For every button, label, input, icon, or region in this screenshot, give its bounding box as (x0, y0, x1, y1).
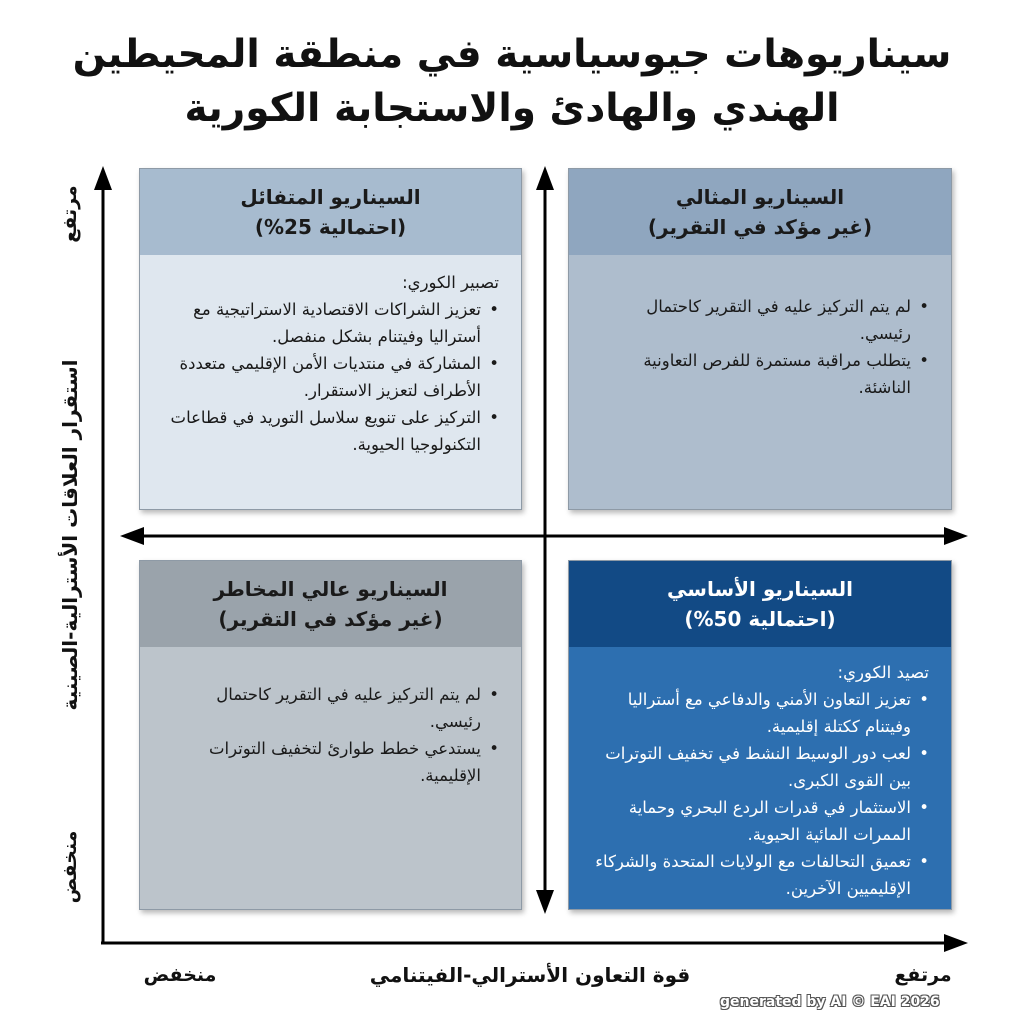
bullet-item: • لم يتم التركيز عليه في التقرير كاحتمال رئيسي. (162, 681, 499, 735)
quadrant-header (140, 561, 521, 647)
bullet-item: • يتطلب مراقبة مستمرة للفرص التعاونية الناشئة. (591, 347, 929, 401)
quadrant-subtitle: (احتمالية 50%) (684, 607, 836, 631)
bullet-item: • تعزيز التعاون الأمني والدفاعي مع أستراليا وفيتنام ككتلة إقليمية. (591, 686, 929, 740)
bullet-list (591, 686, 929, 902)
bullet-item: • يستدعي خطط طوارئ لتخفيف التوترات الإقليمية. (162, 735, 499, 789)
center-vertical-arrow-bottom (536, 890, 554, 914)
watermark: generated by AI © EAI 2026 (720, 994, 940, 1010)
quadrant-baseline (568, 560, 952, 910)
quadrant-high-risk (139, 560, 522, 910)
bullet-item: • الاستثمار في قدرات الردع البحري وحماية الممرات المائية الحيوية. (591, 794, 929, 848)
title-line-1: سيناريوهات جيوسياسية في منطقة المحيطين (72, 32, 952, 77)
x-axis-low-label: منخفض (143, 964, 217, 986)
quadrant-title: السيناريو الأساسي (667, 577, 853, 601)
quadrant-optimistic (139, 168, 522, 510)
center-vertical-arrow-top (536, 166, 554, 190)
center-horizontal-arrow-right (944, 527, 968, 545)
y-axis-title: استقرار العلاقات الأسترالية-الصينية (58, 359, 82, 711)
bullet-item: • تعزيز الشراكات الاقتصادية الاستراتيجية مع أستراليا وفيتنام بشكل منفصل. (162, 296, 499, 350)
bullet-list (162, 681, 499, 789)
bullet-list (591, 293, 929, 401)
quadrant-ideal (568, 168, 952, 510)
y-axis-high-label: مرتفع (59, 185, 81, 243)
x-axis-arrowhead (944, 934, 968, 952)
bullet-list (162, 296, 499, 458)
y-axis-arrowhead (94, 166, 112, 190)
x-axis-title: قوة التعاون الأسترالي-الفيتنامي (369, 963, 691, 987)
quadrant-subtitle: (احتمالية 25%) (254, 215, 407, 239)
bullet-item: • التركيز على تنويع سلاسل التوريد في قطاعات التكنولوجيا الحيوية. (162, 404, 499, 458)
y-axis-low-label: منخفض (59, 830, 81, 904)
x-axis-high-label: مرتفع (894, 964, 952, 986)
bullet-item: • لعب دور الوسيط النشط في تخفيف التوترات بين القوى الكبرى. (591, 740, 929, 794)
quadrant-body (569, 255, 951, 401)
quadrant-body (140, 255, 521, 458)
quadrant-intro: تصيد الكوري: (837, 663, 929, 682)
bullet-item: • تعميق التحالفات مع الولايات المتحدة والشركاء الإقليميين الآخرين. (591, 848, 929, 902)
quadrant-title: السيناريو المتفائل (240, 185, 421, 209)
bullet-item: • لم يتم التركيز عليه في التقرير كاحتمال رئيسي. (591, 293, 929, 347)
quadrant-body (569, 647, 951, 902)
bullet-item: • المشاركة في منتديات الأمن الإقليمي متعددة الأطراف لتعزيز الاستقرار. (162, 350, 499, 404)
quadrant-header (140, 169, 521, 255)
quadrant-title: السيناريو عالي المخاطر (213, 577, 448, 601)
quadrant-subtitle: (غير مؤكد في التقرير) (647, 215, 873, 239)
quadrant-body (140, 647, 521, 789)
quadrant-subtitle: (غير مؤكد في التقرير) (218, 607, 443, 631)
quadrant-header (569, 169, 951, 255)
title-line-2: الهندي والهادئ والاستجابة الكورية (184, 86, 840, 131)
center-horizontal-arrow-left (120, 527, 144, 545)
quadrant-header (569, 561, 951, 647)
quadrant-title: السيناريو المثالي (675, 185, 845, 209)
quadrant-intro: تصبير الكوري: (402, 273, 499, 292)
